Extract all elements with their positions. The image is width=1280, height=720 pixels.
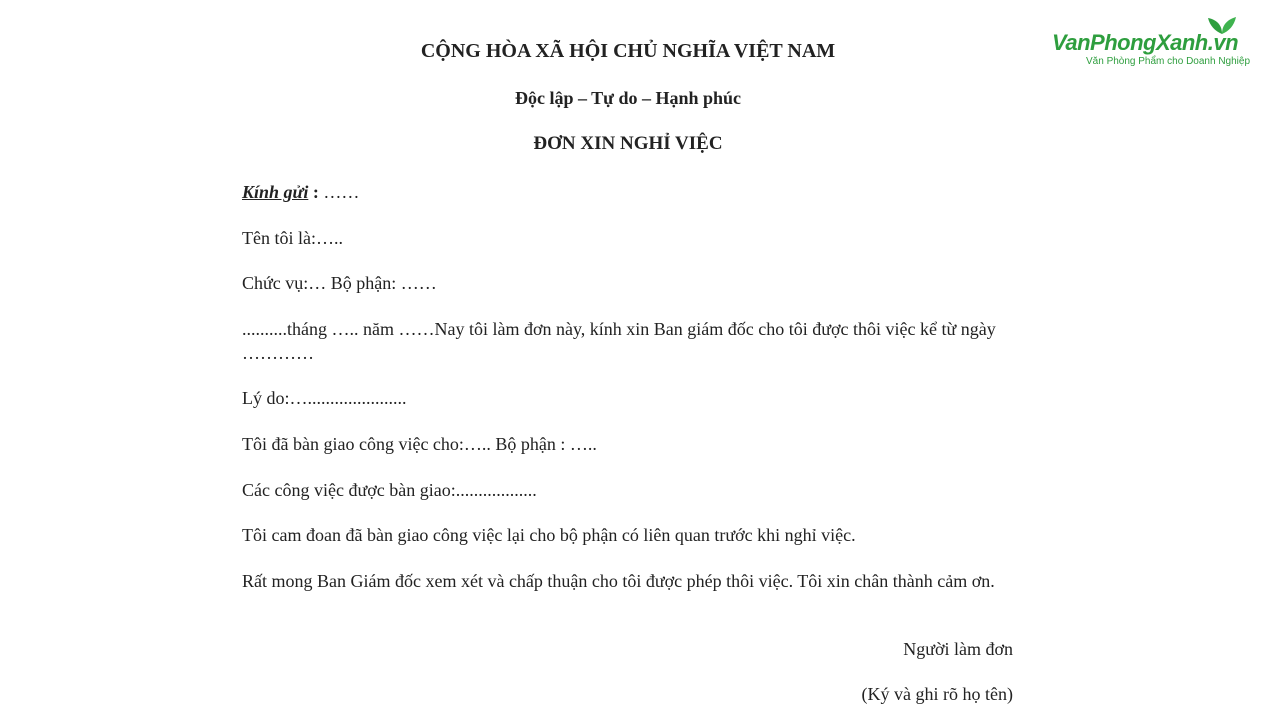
national-title: CỘNG HÒA XÃ HỘI CHỦ NGHĨA VIỆT NAM bbox=[420, 40, 836, 62]
position-line: Chức vụ:… Bộ phận: …… bbox=[242, 273, 437, 293]
salutation-value: …… bbox=[318, 182, 360, 202]
name-line: Tên tôi là:….. bbox=[242, 228, 343, 248]
brand-name: VanPhongXanh.vn bbox=[1052, 30, 1239, 55]
salutation-label: Kính gửi bbox=[242, 182, 309, 202]
handover-line: Tôi đã bàn giao công việc cho:….. Bộ phận : ….. bbox=[242, 434, 597, 454]
form-title: ĐƠN XIN NGHỈ VIỆC bbox=[533, 133, 723, 154]
national-motto: Độc lập – Tự do – Hạnh phúc bbox=[514, 88, 742, 108]
salutation-line bbox=[242, 180, 1022, 204]
signature-applicant: Người làm đơn bbox=[903, 639, 1013, 659]
closing-paragraph: Rất mong Ban Giám đốc xem xét và chấp thuận cho tôi được phép thôi việc. Tôi xin chân thành cảm ơn. bbox=[242, 571, 995, 591]
date-request-paragraph: ..........tháng ….. năm ……Nay tôi làm đơn này, kính xin Ban giám đốc cho tôi được thôi việc kể từ ngày ………… bbox=[242, 319, 996, 363]
signature-instruction: (Ký và ghi rõ họ tên) bbox=[861, 684, 1013, 704]
reason-line: Lý do:…...................... bbox=[242, 388, 407, 408]
salutation-colon: : bbox=[308, 182, 319, 202]
brand-tagline: Văn Phòng Phẩm cho Doanh Nghiệp bbox=[1086, 56, 1251, 67]
commitment-line: Tôi cam đoan đã bàn giao công việc lại cho bộ phận có liên quan trước khi nghỉ việc. bbox=[242, 525, 856, 545]
tasks-line: Các công việc được bàn giao:.................. bbox=[242, 480, 537, 500]
